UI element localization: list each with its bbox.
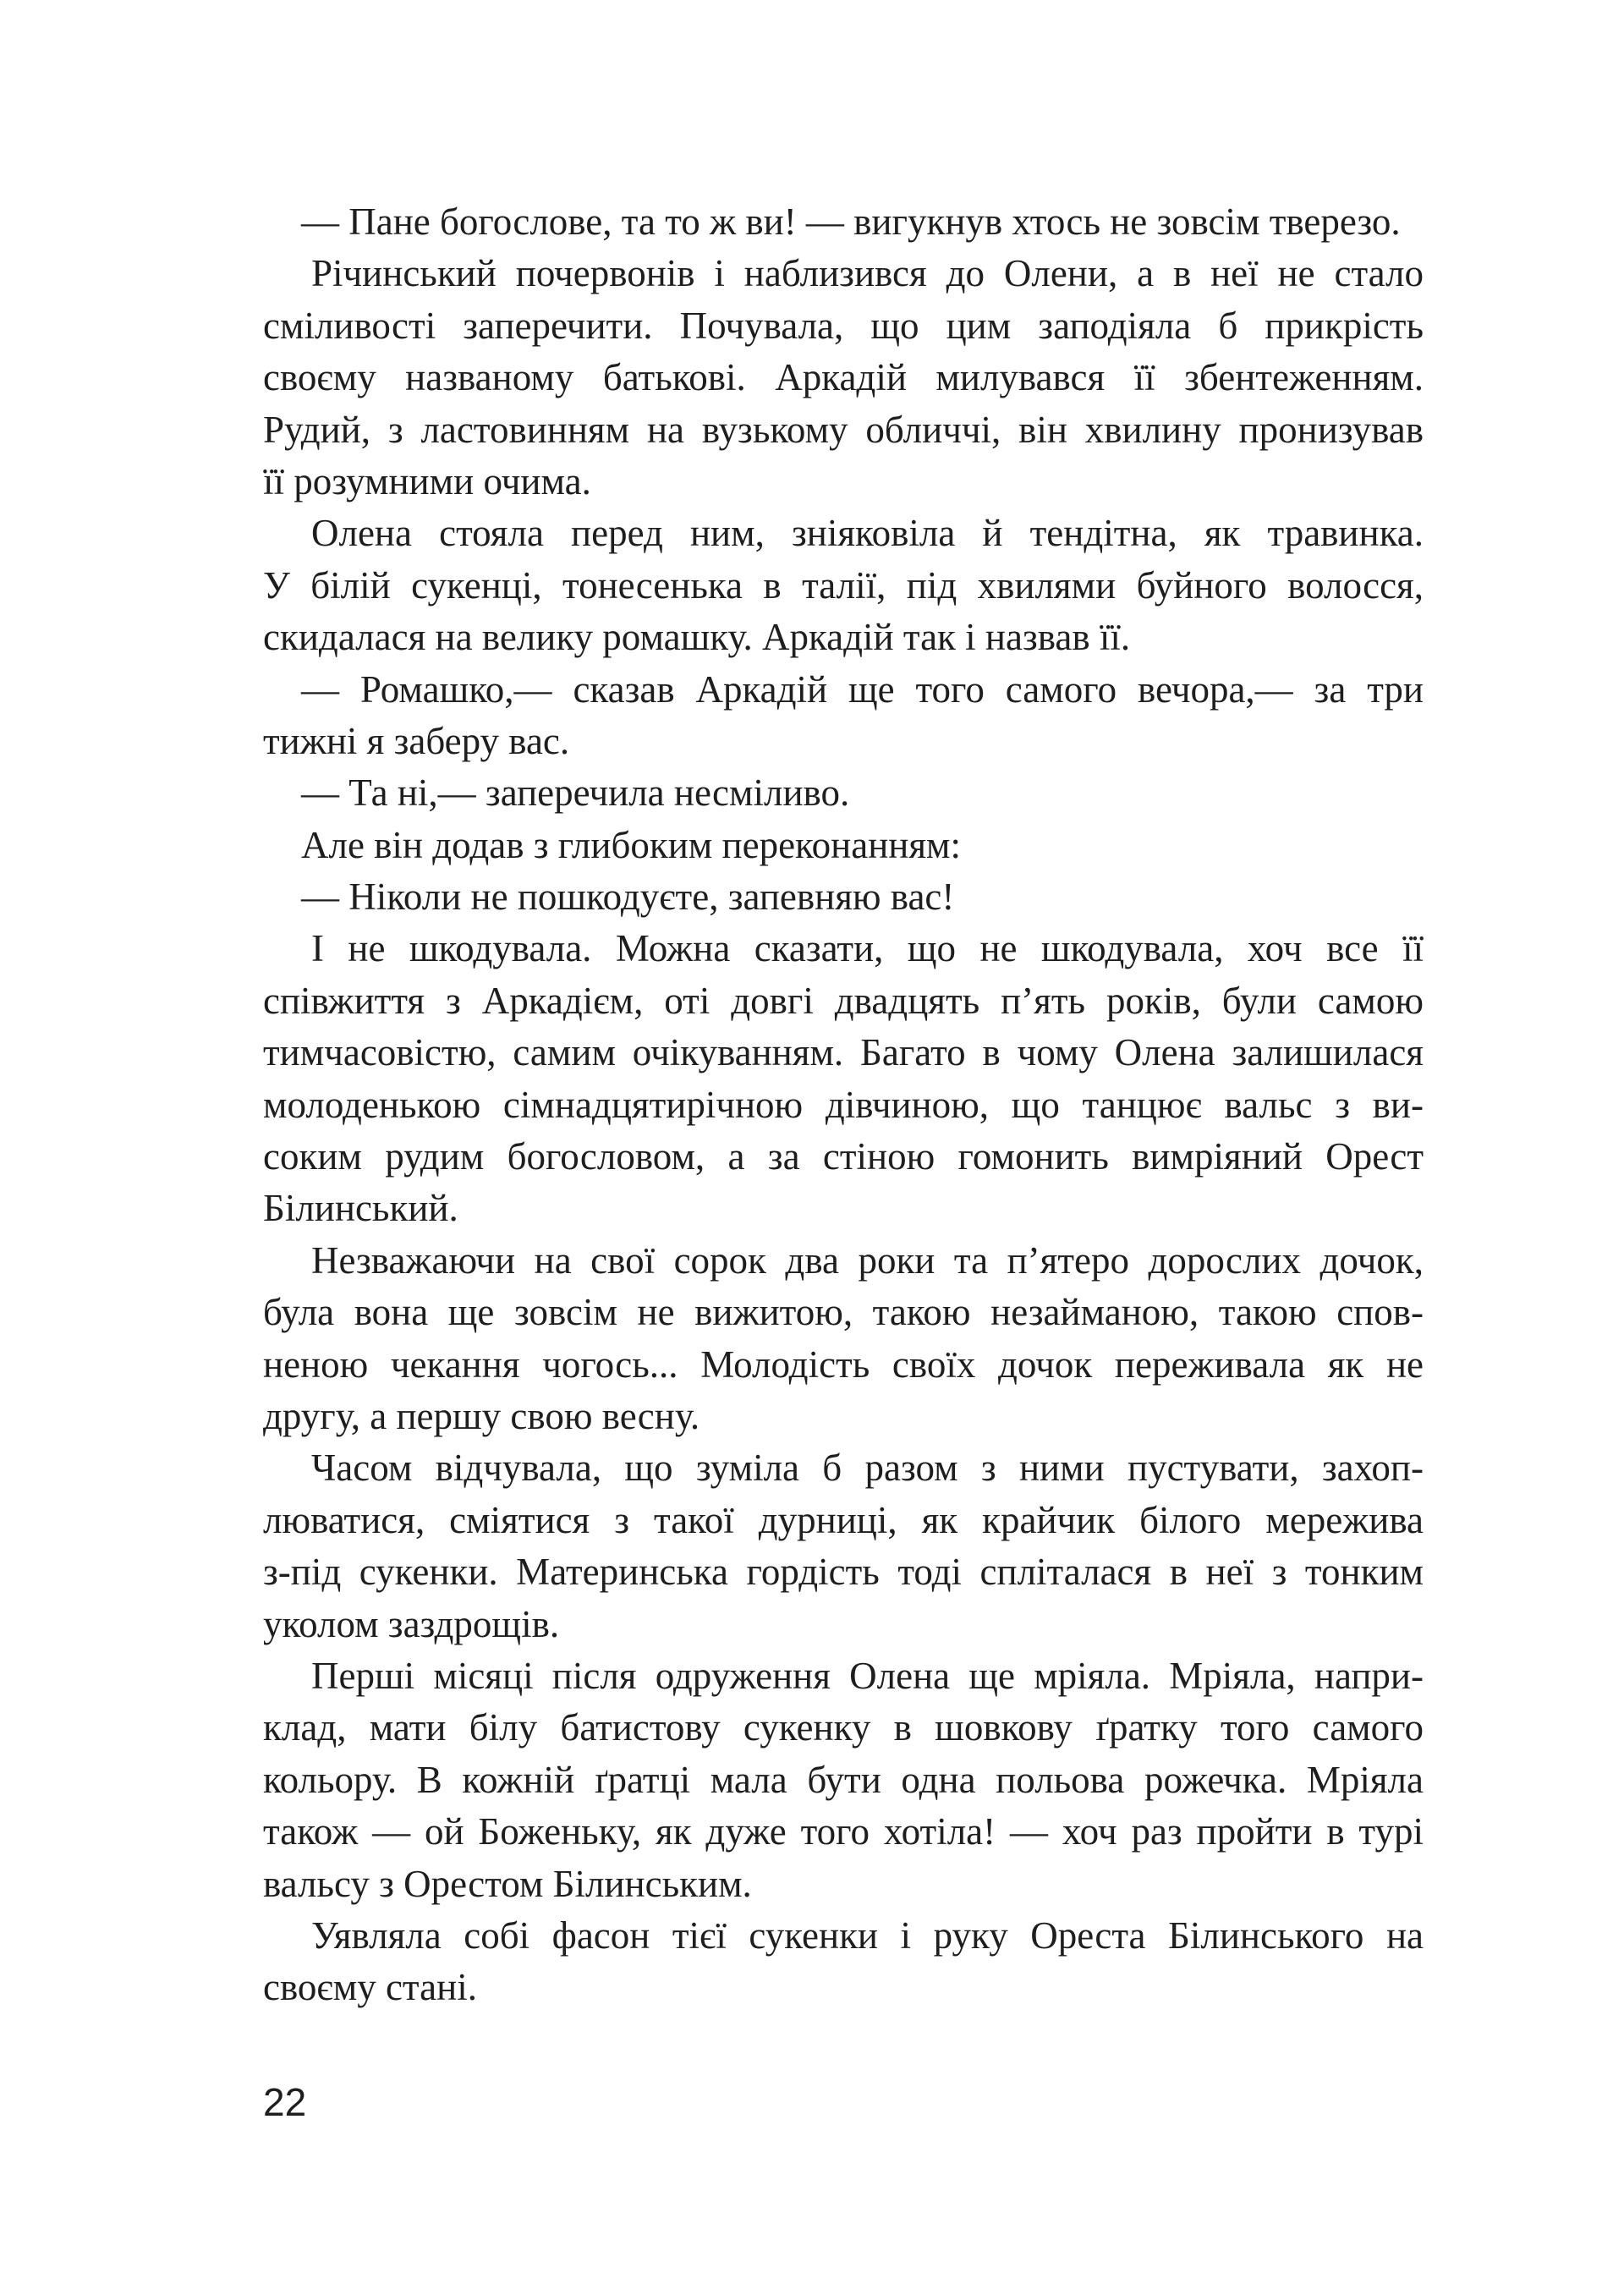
text-line: вальсу з Орестом Білинським. xyxy=(263,1862,752,1905)
text-line: тимчасовістю, самим очікуванням. Багато в чому Олена залишилася xyxy=(263,1031,1424,1074)
body-text xyxy=(263,196,1424,2014)
text-line: була вона ще зовсім не вижитою, такою незайманою, такою спов- xyxy=(263,1291,1424,1334)
text-line: Білинський. xyxy=(263,1187,458,1230)
text-line: Незважаючи на свої сорок два роки та п’ятеро дорослих дочок, xyxy=(311,1238,1424,1282)
page-number: 22 xyxy=(263,2080,307,2124)
text-line: Але він додав з глибоким переконанням: xyxy=(301,823,962,866)
text-line: з-під сукенки. Материнська гордість тоді спліталася в неї з тонким xyxy=(263,1551,1424,1594)
text-line: сміливості заперечити. Почувала, що цим заподіяла б прикрість xyxy=(263,304,1424,347)
text-line: неною чекання чогось... Молодість своїх дочок переживала як не xyxy=(263,1342,1424,1386)
text-line: — Ромашко,— сказав Аркадій ще того самого вечора,— за три xyxy=(301,667,1424,711)
text-line: кольору. В кожній ґратці мала бути одна польова рожечка. Мріяла xyxy=(263,1758,1424,1801)
text-line: Часом відчувала, що зуміла б разом з ними пустувати, захоп- xyxy=(311,1447,1424,1490)
text-line: своєму стані. xyxy=(263,1966,477,2009)
text-line: Олена стояла перед ним, зніяковіла й тендітна, як травинка. xyxy=(311,512,1424,555)
text-line: — Та ні,— заперечила несміливо. xyxy=(301,771,850,815)
text-line: співжиття з Аркадієм, оті довгі двадцять п’ять років, були самою xyxy=(263,979,1424,1022)
text-line: також — ой Боженьку, як дуже того хотіла! — хоч раз пройти в турі xyxy=(263,1810,1424,1853)
text-line: — Ніколи не пошкодуєте, запевняю вас! xyxy=(301,876,955,919)
text-line: її розумними очима. xyxy=(263,459,591,502)
text-line: Річинський почервонів і наблизився до Олени, а в неї не стало xyxy=(311,252,1424,295)
text-line: своєму названому батькові. Аркадій милувався її збентеженням. xyxy=(263,356,1424,399)
text-line: — Пане богослове, та то ж ви! — вигукнув хтось не зовсім тверезо. xyxy=(301,200,1401,243)
text-line: скидалася на велику ромашку. Аркадій так і назвав її. xyxy=(263,616,1131,659)
text-line: клад, мати білу батистову сукенку в шовкову ґратку того самого xyxy=(263,1706,1424,1749)
text-line: тижні я заберу вас. xyxy=(263,719,570,762)
text-line: Уявляла собі фасон тієї сукенки і руку Ореста Білинського на xyxy=(311,1913,1424,1957)
text-line: І не шкодувала. Можна сказати, що не шкодувала, хоч все її xyxy=(311,927,1424,970)
text-line: У білій сукенці, тонесенька в талії, під хвилями буйного волосся, xyxy=(263,563,1424,607)
text-line: молоденькою сімнадцятирічною дівчиною, що танцює вальс з ви- xyxy=(263,1083,1424,1126)
text-line: люватися, сміятися з такої дурниці, як крайчик білого мережива xyxy=(263,1498,1424,1541)
text-line: другу, а першу свою весну. xyxy=(263,1394,700,1437)
text-line: Рудий, з ластовинням на вузькому обличчі, він хвилину пронизував xyxy=(263,408,1424,451)
text-line: уколом заздрощів. xyxy=(263,1602,560,1645)
text-line: Перші місяці після одруження Олена ще мріяла. Мріяла, напри- xyxy=(311,1654,1424,1697)
text-line: соким рудим богословом, а за стіною гомонить вимріяний Орест xyxy=(263,1135,1424,1178)
